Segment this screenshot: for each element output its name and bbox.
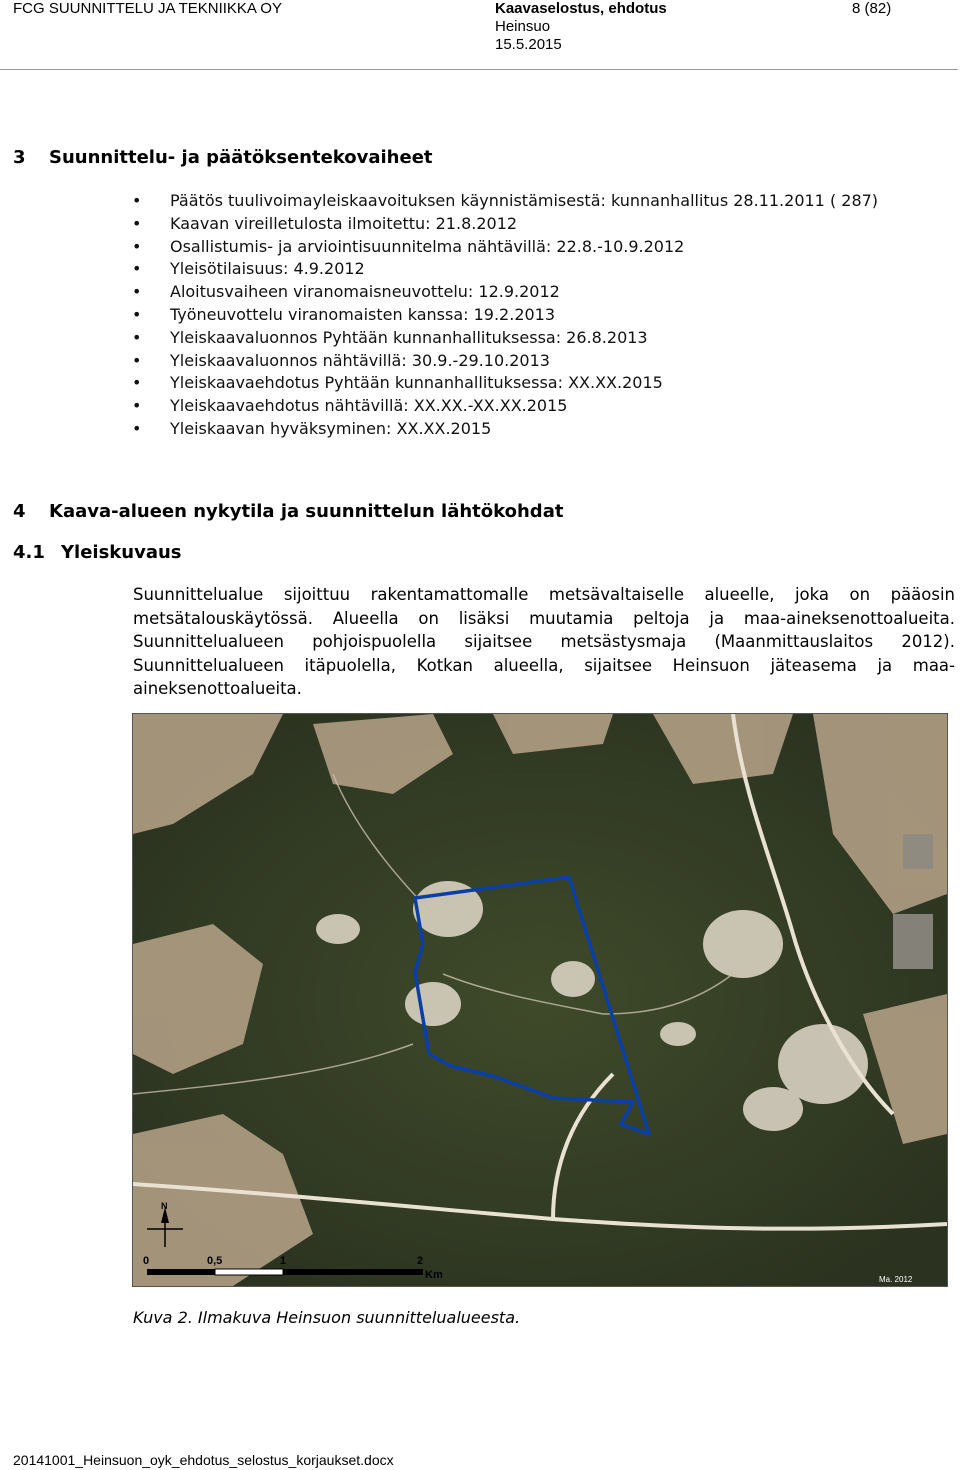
scale-label-1: 1 (280, 1255, 287, 1267)
list-item: • Päätös tuulivoimayleiskaavoituksen käynnistämisestä: kunnanhallitus 28.11.2011 ( 287) (132, 190, 932, 213)
header-divider (0, 69, 958, 70)
list-item: • Kaavan vireilletulosta ilmoitettu: 21.8.2012 (132, 213, 932, 236)
page-header (0, 0, 960, 72)
section-3-heading (13, 147, 433, 168)
section-4-heading (13, 501, 563, 522)
scale-unit: Km (425, 1269, 443, 1281)
header-place: Heinsuo (495, 18, 551, 35)
scale-label-0-5: 0,5 (207, 1255, 223, 1267)
list-item: • Yleiskaavaehdotus nähtävillä: XX.XX.-XX.XX.2015 (132, 395, 932, 418)
list-item: • Yleiskaavaluonnos nähtävillä: 30.9.-29.10.2013 (132, 350, 932, 373)
map-credit: Ma. 2012 (879, 1275, 913, 1284)
section-4-1-heading (13, 542, 182, 563)
section-4-1-title: Yleiskuvaus (61, 542, 182, 563)
aerial-photo-map (132, 713, 948, 1287)
list-item: • Osallistumis- ja arviointisuunnitelma nähtävillä: 22.8.-10.9.2012 (132, 236, 932, 259)
general-description-paragraph: Suunnittelualue sijoittuu rakentamattomalle metsävaltaiselle alueelle, joka on pääosin metsätalouskäytössä. Alueella on lisäksi muutamia peltoja ja maa-aineksenottoalueita. Suunnittelualueen pohjoispuolella sijaitsee metsästysmaja (Maanmittauslaitos 2012). Suunnittelualueen itäpuolella, Kotkan alueella, sijaitsee Heinsuon jäteasema ja maa-aineksenottoalueita. (133, 585, 955, 699)
list-item: • Työneuvottelu viranomaisten kanssa: 19.2.2013 (132, 304, 932, 327)
scale-bar (147, 1269, 423, 1275)
header-page-number: 8 (82) (852, 0, 892, 17)
list-item: • Yleiskaavaehdotus Pyhtään kunnanhallituksessa: XX.XX.2015 (132, 372, 932, 395)
footer-filename: 20141001_Heinsuon_oyk_ehdotus_selostus_korjaukset.docx (13, 1452, 394, 1468)
milestone-list (132, 190, 932, 441)
list-item: • Yleiskaavaluonnos Pyhtään kunnanhallituksessa: 26.8.2013 (132, 327, 932, 350)
figure-caption: Kuva 2. Ilmakuva Heinsuon suunnittelualueesta. (133, 1308, 521, 1327)
north-arrow-label: N (161, 1201, 168, 1211)
header-date: 15.5.2015 (495, 36, 562, 53)
scale-label-0: 0 (143, 1255, 150, 1267)
header-doc-info (495, 0, 667, 54)
scale-label-2: 2 (417, 1255, 424, 1267)
header-doc-title: Kaavaselostus, ehdotus (495, 0, 667, 17)
header-company: FCG SUUNNITTELU JA TEKNIIKKA OY (13, 0, 282, 17)
section-4-1-number: 4.1 (13, 542, 45, 563)
list-item: • Yleisötilaisuus: 4.9.2012 (132, 258, 932, 281)
section-4-number: 4 (13, 501, 26, 522)
section-3-number: 3 (13, 147, 26, 168)
section-3-title: Suunnittelu- ja päätöksentekovaiheet (49, 147, 433, 168)
list-item: • Yleiskaavan hyväksyminen: XX.XX.2015 (132, 418, 932, 441)
list-item: • Aloitusvaiheen viranomaisneuvottelu: 12.9.2012 (132, 281, 932, 304)
section-4-title: Kaava-alueen nykytila ja suunnittelun lähtökohdat (49, 501, 564, 522)
